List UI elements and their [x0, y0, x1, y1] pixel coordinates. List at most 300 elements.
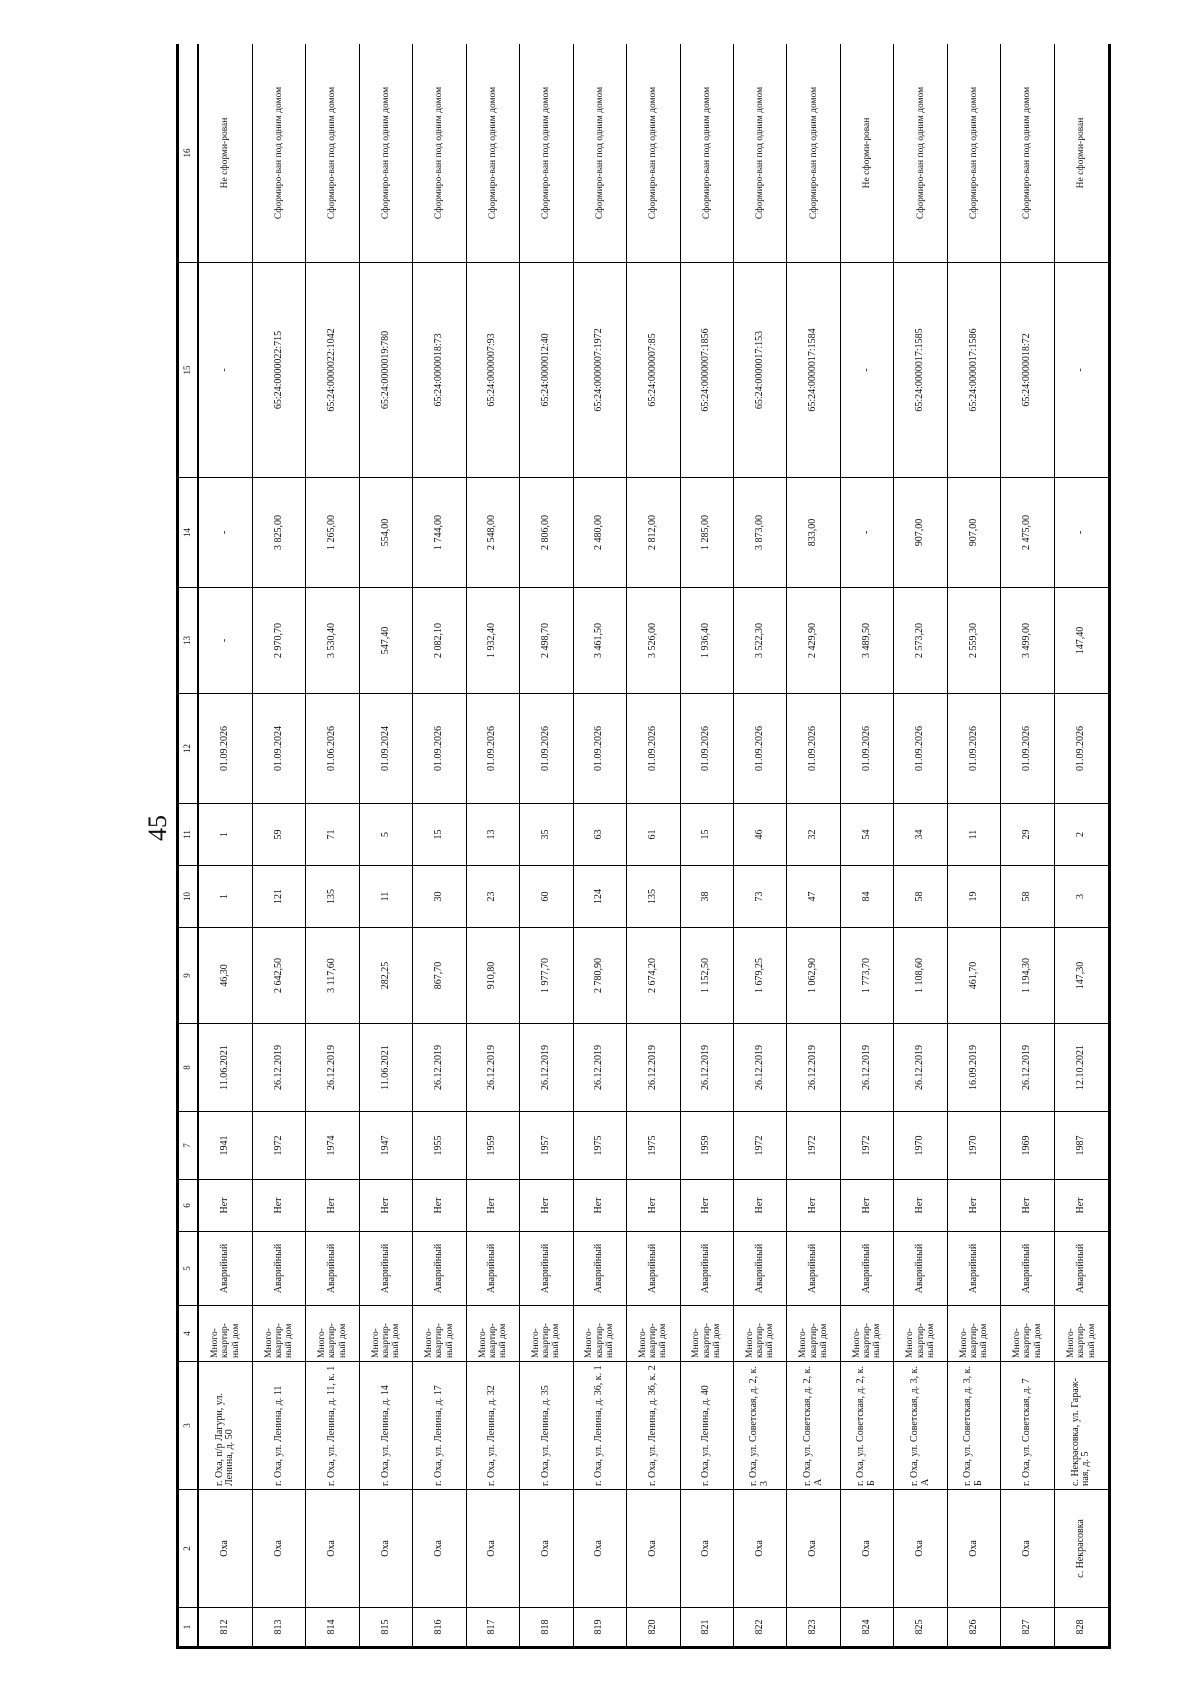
recognition-date-cell: 26.12.2019	[1001, 1024, 1054, 1112]
address-cell: г. Оха, ул. Ленина, д. 11, к. 1	[306, 1362, 359, 1490]
year-built-cell: 1972	[840, 1112, 893, 1180]
page-number: 45	[143, 815, 172, 841]
total-area-cell: 3 461,50	[573, 588, 626, 694]
house-type-cell: Много-квартир-ный дом	[573, 1306, 626, 1362]
cadastral-number-cell: -	[198, 263, 252, 478]
settlement-cell: Оха	[627, 1490, 680, 1608]
resettlement-deadline-cell: 01.09.2026	[680, 694, 733, 804]
column-number: 1	[178, 1608, 199, 1648]
column-number: 9	[178, 928, 199, 1024]
resettlement-deadline-cell: 01.09.2026	[466, 694, 519, 804]
recognition-date-cell: 26.12.2019	[466, 1024, 519, 1112]
row-number-cell: 824	[840, 1608, 893, 1648]
house-type-cell: Много-квартир-ный дом	[1054, 1306, 1109, 1362]
land-status-cell: Сформиро-ван под одним домом	[1001, 44, 1054, 263]
living-area-cell: 1 773,70	[840, 928, 893, 1024]
status-cell: Аварийный	[733, 1232, 786, 1306]
recognition-date-cell: 26.12.2019	[252, 1024, 305, 1112]
premises-cell: 61	[627, 804, 680, 866]
status-cell: Аварийный	[573, 1232, 626, 1306]
table-row	[627, 44, 680, 1648]
row-number-cell: 814	[306, 1608, 359, 1648]
cultural-heritage-cell: Нет	[359, 1180, 412, 1232]
register-sheet	[176, 44, 1111, 1649]
cadastral-number-cell: 65:24:0000017:1586	[947, 263, 1000, 478]
settlement-cell: Оха	[573, 1490, 626, 1608]
land-area-cell: 3 825,00	[252, 478, 305, 588]
land-status-cell: Сформиро-ван под одним домом	[359, 44, 412, 263]
premises-cell: 54	[840, 804, 893, 866]
row-number-cell: 822	[733, 1608, 786, 1648]
premises-cell: 35	[520, 804, 573, 866]
address-cell: г. Оха, ул. Советская, д. 3, к. Б	[947, 1362, 1000, 1490]
address-cell: г. Оха, ул. Советская, д. 7	[1001, 1362, 1054, 1490]
recognition-date-cell: 11.06.2021	[198, 1024, 252, 1112]
residents-cell: 47	[787, 866, 840, 928]
recognition-date-cell: 26.12.2019	[413, 1024, 466, 1112]
house-type-cell: Много-квартир-ный дом	[894, 1306, 947, 1362]
resettlement-deadline-cell: 01.09.2026	[894, 694, 947, 804]
resettlement-deadline-cell: 01.09.2026	[1054, 694, 1109, 804]
land-status-cell: Сформиро-ван под одним домом	[787, 44, 840, 263]
cultural-heritage-cell: Нет	[840, 1180, 893, 1232]
living-area-cell: 1 679,25	[733, 928, 786, 1024]
table-row	[466, 44, 519, 1648]
premises-cell: 15	[413, 804, 466, 866]
year-built-cell: 1947	[359, 1112, 412, 1180]
year-built-cell: 1941	[198, 1112, 252, 1180]
cadastral-number-cell: 65:24:0000007:1972	[573, 263, 626, 478]
residents-cell: 60	[520, 866, 573, 928]
recognition-date-cell: 11.06.2021	[359, 1024, 412, 1112]
residents-cell: 135	[627, 866, 680, 928]
premises-cell: 63	[573, 804, 626, 866]
year-built-cell: 1955	[413, 1112, 466, 1180]
row-number-cell: 815	[359, 1608, 412, 1648]
cadastral-number-cell: -	[840, 263, 893, 478]
table-row	[1054, 44, 1109, 1648]
address-cell: г. Оха, ул. Ленина, д. 17	[413, 1362, 466, 1490]
table-row	[733, 44, 786, 1648]
land-status-cell: Не сформи-рован	[198, 44, 252, 263]
land-status-cell: Не сформи-рован	[1054, 44, 1109, 263]
year-built-cell: 1970	[894, 1112, 947, 1180]
resettlement-deadline-cell: 01.09.2026	[413, 694, 466, 804]
house-type-cell: Много-квартир-ный дом	[627, 1306, 680, 1362]
living-area-cell: 147,30	[1054, 928, 1109, 1024]
house-type-cell: Много-квартир-ный дом	[252, 1306, 305, 1362]
settlement-cell: Оха	[840, 1490, 893, 1608]
settlement-cell: Оха	[466, 1490, 519, 1608]
settlement-cell: Оха	[413, 1490, 466, 1608]
recognition-date-cell: 26.12.2019	[894, 1024, 947, 1112]
cultural-heritage-cell: Нет	[787, 1180, 840, 1232]
row-number-cell: 825	[894, 1608, 947, 1648]
row-number-cell: 821	[680, 1608, 733, 1648]
status-cell: Аварийный	[413, 1232, 466, 1306]
resettlement-deadline-cell: 01.09.2026	[840, 694, 893, 804]
house-type-cell: Много-квартир-ный дом	[947, 1306, 1000, 1362]
year-built-cell: 1974	[306, 1112, 359, 1180]
row-number-cell: 817	[466, 1608, 519, 1648]
recognition-date-cell: 26.12.2019	[680, 1024, 733, 1112]
cultural-heritage-cell: Нет	[198, 1180, 252, 1232]
settlement-cell: Оха	[252, 1490, 305, 1608]
resettlement-deadline-cell: 01.09.2024	[359, 694, 412, 804]
table-row	[573, 44, 626, 1648]
house-type-cell: Много-квартир-ный дом	[1001, 1306, 1054, 1362]
recognition-date-cell: 12.10.2021	[1054, 1024, 1109, 1112]
residents-cell: 73	[733, 866, 786, 928]
land-status-cell: Сформиро-ван под одним домом	[894, 44, 947, 263]
cadastral-number-cell: 65:24:0000017:153	[733, 263, 786, 478]
table-row	[787, 44, 840, 1648]
total-area-cell: 3 526,00	[627, 588, 680, 694]
column-number: 13	[178, 588, 199, 694]
cultural-heritage-cell: Нет	[1054, 1180, 1109, 1232]
column-number: 14	[178, 478, 199, 588]
address-cell: г. Оха, ул. Ленина, д. 14	[359, 1362, 412, 1490]
row-number-cell: 823	[787, 1608, 840, 1648]
resettlement-deadline-cell: 01.09.2026	[787, 694, 840, 804]
resettlement-deadline-cell: 01.09.2026	[198, 694, 252, 804]
column-number: 2	[178, 1490, 199, 1608]
land-status-cell: Сформиро-ван под одним домом	[306, 44, 359, 263]
address-cell: г. Оха, ул. Советская, д. 2, к. 3	[733, 1362, 786, 1490]
premises-cell: 5	[359, 804, 412, 866]
land-area-cell: -	[1054, 478, 1109, 588]
land-area-cell: 2 812,00	[627, 478, 680, 588]
cadastral-number-cell: 65:24:0000018:73	[413, 263, 466, 478]
residents-cell: 1	[198, 866, 252, 928]
table-row	[252, 44, 305, 1648]
land-status-cell: Сформиро-ван под одним домом	[947, 44, 1000, 263]
housing-register-table	[176, 44, 1111, 1649]
house-type-cell: Много-квартир-ный дом	[198, 1306, 252, 1362]
total-area-cell: 2 429,90	[787, 588, 840, 694]
living-area-cell: 910,80	[466, 928, 519, 1024]
table-row	[1001, 44, 1054, 1648]
land-area-cell: 833,00	[787, 478, 840, 588]
resettlement-deadline-cell: 01.09.2026	[1001, 694, 1054, 804]
total-area-cell: 1 932,40	[466, 588, 519, 694]
cultural-heritage-cell: Нет	[573, 1180, 626, 1232]
address-cell: г. Оха, ул. Ленина, д. 36, к. 1	[573, 1362, 626, 1490]
land-area-cell: 1 744,00	[413, 478, 466, 588]
row-number-cell: 816	[413, 1608, 466, 1648]
row-number-cell: 828	[1054, 1608, 1109, 1648]
residents-cell: 135	[306, 866, 359, 928]
settlement-cell: Оха	[306, 1490, 359, 1608]
year-built-cell: 1972	[252, 1112, 305, 1180]
living-area-cell: 1 152,50	[680, 928, 733, 1024]
total-area-cell: 3 489,50	[840, 588, 893, 694]
total-area-cell: 3 530,40	[306, 588, 359, 694]
settlement-cell: с. Некрасовка	[1054, 1490, 1109, 1608]
settlement-cell: Оха	[733, 1490, 786, 1608]
land-area-cell: 3 873,00	[733, 478, 786, 588]
column-number: 6	[178, 1180, 199, 1232]
table-row	[894, 44, 947, 1648]
resettlement-deadline-cell: 01.09.2026	[520, 694, 573, 804]
year-built-cell: 1972	[733, 1112, 786, 1180]
cadastral-number-cell: -	[1054, 263, 1109, 478]
address-cell: г. Оха, п/р Лагури, ул. Ленина, д. 50	[198, 1362, 252, 1490]
cadastral-number-cell: 65:24:0000017:1584	[787, 263, 840, 478]
premises-cell: 59	[252, 804, 305, 866]
land-area-cell: 907,00	[947, 478, 1000, 588]
address-cell: с. Некрасовка, ул. Гараж-ная, д. 5	[1054, 1362, 1109, 1490]
total-area-cell: 2 498,70	[520, 588, 573, 694]
total-area-cell: 547,40	[359, 588, 412, 694]
recognition-date-cell: 26.12.2019	[306, 1024, 359, 1112]
total-area-cell: 2 970,70	[252, 588, 305, 694]
address-cell: г. Оха, ул. Ленина, д. 36, к. 2	[627, 1362, 680, 1490]
table-row	[198, 44, 252, 1648]
living-area-cell: 1 108,60	[894, 928, 947, 1024]
table-row	[520, 44, 573, 1648]
year-built-cell: 1975	[627, 1112, 680, 1180]
house-type-cell: Много-квартир-ный дом	[413, 1306, 466, 1362]
land-area-cell: 2 480,00	[573, 478, 626, 588]
cadastral-number-cell: 65:24:0000007:85	[627, 263, 680, 478]
recognition-date-cell: 16.09.2019	[947, 1024, 1000, 1112]
column-number: 10	[178, 866, 199, 928]
resettlement-deadline-cell: 01.06.2026	[306, 694, 359, 804]
cultural-heritage-cell: Нет	[413, 1180, 466, 1232]
status-cell: Аварийный	[627, 1232, 680, 1306]
cultural-heritage-cell: Нет	[466, 1180, 519, 1232]
resettlement-deadline-cell: 01.09.2026	[573, 694, 626, 804]
settlement-cell: Оха	[680, 1490, 733, 1608]
total-area-cell: -	[198, 588, 252, 694]
total-area-cell: 3 499,00	[1001, 588, 1054, 694]
house-type-cell: Много-квартир-ный дом	[306, 1306, 359, 1362]
living-area-cell: 867,70	[413, 928, 466, 1024]
column-number: 16	[178, 44, 199, 263]
living-area-cell: 1 977,70	[520, 928, 573, 1024]
settlement-cell: Оха	[787, 1490, 840, 1608]
residents-cell: 19	[947, 866, 1000, 928]
column-number: 12	[178, 694, 199, 804]
living-area-cell: 2 642,50	[252, 928, 305, 1024]
column-number: 11	[178, 804, 199, 866]
table-row	[947, 44, 1000, 1648]
address-cell: г. Оха, ул. Советская, д. 3, к. А	[894, 1362, 947, 1490]
address-cell: г. Оха, ул. Советская, д. 2, к. Б	[840, 1362, 893, 1490]
residents-cell: 58	[1001, 866, 1054, 928]
row-number-cell: 819	[573, 1608, 626, 1648]
land-area-cell: 1 285,00	[680, 478, 733, 588]
table-row	[680, 44, 733, 1648]
cadastral-number-cell: 65:24:0000017:1585	[894, 263, 947, 478]
premises-cell: 13	[466, 804, 519, 866]
address-cell: г. Оха, ул. Ленина, д. 32	[466, 1362, 519, 1490]
status-cell: Аварийный	[894, 1232, 947, 1306]
column-number: 5	[178, 1232, 199, 1306]
land-status-cell: Сформиро-ван под одним домом	[627, 44, 680, 263]
land-area-cell: 1 265,00	[306, 478, 359, 588]
table-row	[413, 44, 466, 1648]
residents-cell: 121	[252, 866, 305, 928]
living-area-cell: 282,25	[359, 928, 412, 1024]
land-status-cell: Сформиро-ван под одним домом	[413, 44, 466, 263]
address-cell: г. Оха, ул. Ленина, д. 40	[680, 1362, 733, 1490]
premises-cell: 29	[1001, 804, 1054, 866]
cadastral-number-cell: 65:24:0000012:40	[520, 263, 573, 478]
house-type-cell: Много-квартир-ный дом	[466, 1306, 519, 1362]
row-number-cell: 812	[198, 1608, 252, 1648]
residents-cell: 84	[840, 866, 893, 928]
status-cell: Аварийный	[466, 1232, 519, 1306]
status-cell: Аварийный	[198, 1232, 252, 1306]
table-row	[840, 44, 893, 1648]
land-area-cell: -	[840, 478, 893, 588]
row-number-cell: 813	[252, 1608, 305, 1648]
year-built-cell: 1959	[466, 1112, 519, 1180]
cadastral-number-cell: 65:24:0000007:1856	[680, 263, 733, 478]
residents-cell: 124	[573, 866, 626, 928]
column-number: 4	[178, 1306, 199, 1362]
total-area-cell: 147,40	[1054, 588, 1109, 694]
cadastral-number-cell: 65:24:0000007:93	[466, 263, 519, 478]
recognition-date-cell: 26.12.2019	[787, 1024, 840, 1112]
total-area-cell: 1 936,40	[680, 588, 733, 694]
land-status-cell: Сформиро-ван под одним домом	[680, 44, 733, 263]
house-type-cell: Много-квартир-ный дом	[733, 1306, 786, 1362]
land-status-cell: Сформиро-ван под одним домом	[520, 44, 573, 263]
house-type-cell: Много-квартир-ный дом	[359, 1306, 412, 1362]
settlement-cell: Оха	[894, 1490, 947, 1608]
status-cell: Аварийный	[359, 1232, 412, 1306]
status-cell: Аварийный	[520, 1232, 573, 1306]
column-number: 3	[178, 1362, 199, 1490]
year-built-cell: 1975	[573, 1112, 626, 1180]
land-status-cell: Сформиро-ван под одним домом	[466, 44, 519, 263]
settlement-cell: Оха	[359, 1490, 412, 1608]
cultural-heritage-cell: Нет	[894, 1180, 947, 1232]
total-area-cell: 2 573,20	[894, 588, 947, 694]
status-cell: Аварийный	[1001, 1232, 1054, 1306]
premises-cell: 11	[947, 804, 1000, 866]
cadastral-number-cell: 65:24:0000022:715	[252, 263, 305, 478]
land-status-cell: Сформиро-ван под одним домом	[733, 44, 786, 263]
cultural-heritage-cell: Нет	[947, 1180, 1000, 1232]
row-number-cell: 826	[947, 1608, 1000, 1648]
land-status-cell: Не сформи-рован	[840, 44, 893, 263]
living-area-cell: 2 780,90	[573, 928, 626, 1024]
year-built-cell: 1959	[680, 1112, 733, 1180]
cultural-heritage-cell: Нет	[306, 1180, 359, 1232]
resettlement-deadline-cell: 01.09.2026	[627, 694, 680, 804]
row-number-cell: 827	[1001, 1608, 1054, 1648]
resettlement-deadline-cell: 01.09.2026	[947, 694, 1000, 804]
settlement-cell: Оха	[198, 1490, 252, 1608]
premises-cell: 32	[787, 804, 840, 866]
residents-cell: 58	[894, 866, 947, 928]
row-number-cell: 818	[520, 1608, 573, 1648]
premises-cell: 46	[733, 804, 786, 866]
total-area-cell: 3 522,30	[733, 588, 786, 694]
land-area-cell: 554,00	[359, 478, 412, 588]
column-number: 7	[178, 1112, 199, 1180]
land-status-cell: Сформиро-ван под одним домом	[252, 44, 305, 263]
living-area-cell: 2 674,20	[627, 928, 680, 1024]
recognition-date-cell: 26.12.2019	[627, 1024, 680, 1112]
living-area-cell: 1 062,90	[787, 928, 840, 1024]
status-cell: Аварийный	[840, 1232, 893, 1306]
year-built-cell: 1969	[1001, 1112, 1054, 1180]
land-area-cell: 907,00	[894, 478, 947, 588]
year-built-cell: 1972	[787, 1112, 840, 1180]
column-number: 8	[178, 1024, 199, 1112]
year-built-cell: 1957	[520, 1112, 573, 1180]
settlement-cell: Оха	[1001, 1490, 1054, 1608]
premises-cell: 71	[306, 804, 359, 866]
living-area-cell: 461,70	[947, 928, 1000, 1024]
table-row	[306, 44, 359, 1648]
column-number-row	[178, 44, 199, 1648]
premises-cell: 15	[680, 804, 733, 866]
house-type-cell: Много-квартир-ный дом	[787, 1306, 840, 1362]
row-number-cell: 820	[627, 1608, 680, 1648]
settlement-cell: Оха	[520, 1490, 573, 1608]
recognition-date-cell: 26.12.2019	[733, 1024, 786, 1112]
land-status-cell: Сформиро-ван под одним домом	[573, 44, 626, 263]
cultural-heritage-cell: Нет	[1001, 1180, 1054, 1232]
residents-cell: 11	[359, 866, 412, 928]
residents-cell: 3	[1054, 866, 1109, 928]
cadastral-number-cell: 65:24:0000022:1042	[306, 263, 359, 478]
column-number: 15	[178, 263, 199, 478]
house-type-cell: Много-квартир-ный дом	[680, 1306, 733, 1362]
address-cell: г. Оха, ул. Советская, д. 2, к. А	[787, 1362, 840, 1490]
table-row	[359, 44, 412, 1648]
premises-cell: 1	[198, 804, 252, 866]
total-area-cell: 2 082,10	[413, 588, 466, 694]
cultural-heritage-cell: Нет	[627, 1180, 680, 1232]
land-area-cell: 2 475,00	[1001, 478, 1054, 588]
cadastral-number-cell: 65:24:0000018:72	[1001, 263, 1054, 478]
premises-cell: 2	[1054, 804, 1109, 866]
address-cell: г. Оха, ул. Ленина, д. 35	[520, 1362, 573, 1490]
residents-cell: 23	[466, 866, 519, 928]
address-cell: г. Оха, ул. Ленина, д. 11	[252, 1362, 305, 1490]
status-cell: Аварийный	[252, 1232, 305, 1306]
recognition-date-cell: 26.12.2019	[840, 1024, 893, 1112]
residents-cell: 38	[680, 866, 733, 928]
house-type-cell: Много-квартир-ный дом	[840, 1306, 893, 1362]
cultural-heritage-cell: Нет	[680, 1180, 733, 1232]
year-built-cell: 1987	[1054, 1112, 1109, 1180]
land-area-cell: 2 806,00	[520, 478, 573, 588]
settlement-cell: Оха	[947, 1490, 1000, 1608]
cultural-heritage-cell: Нет	[733, 1180, 786, 1232]
recognition-date-cell: 26.12.2019	[520, 1024, 573, 1112]
status-cell: Аварийный	[306, 1232, 359, 1306]
cultural-heritage-cell: Нет	[520, 1180, 573, 1232]
total-area-cell: 2 559,30	[947, 588, 1000, 694]
land-area-cell: 2 548,00	[466, 478, 519, 588]
land-area-cell: -	[198, 478, 252, 588]
year-built-cell: 1970	[947, 1112, 1000, 1180]
status-cell: Аварийный	[787, 1232, 840, 1306]
residents-cell: 30	[413, 866, 466, 928]
recognition-date-cell: 26.12.2019	[573, 1024, 626, 1112]
resettlement-deadline-cell: 01.09.2026	[733, 694, 786, 804]
house-type-cell: Много-квартир-ный дом	[520, 1306, 573, 1362]
cultural-heritage-cell: Нет	[252, 1180, 305, 1232]
